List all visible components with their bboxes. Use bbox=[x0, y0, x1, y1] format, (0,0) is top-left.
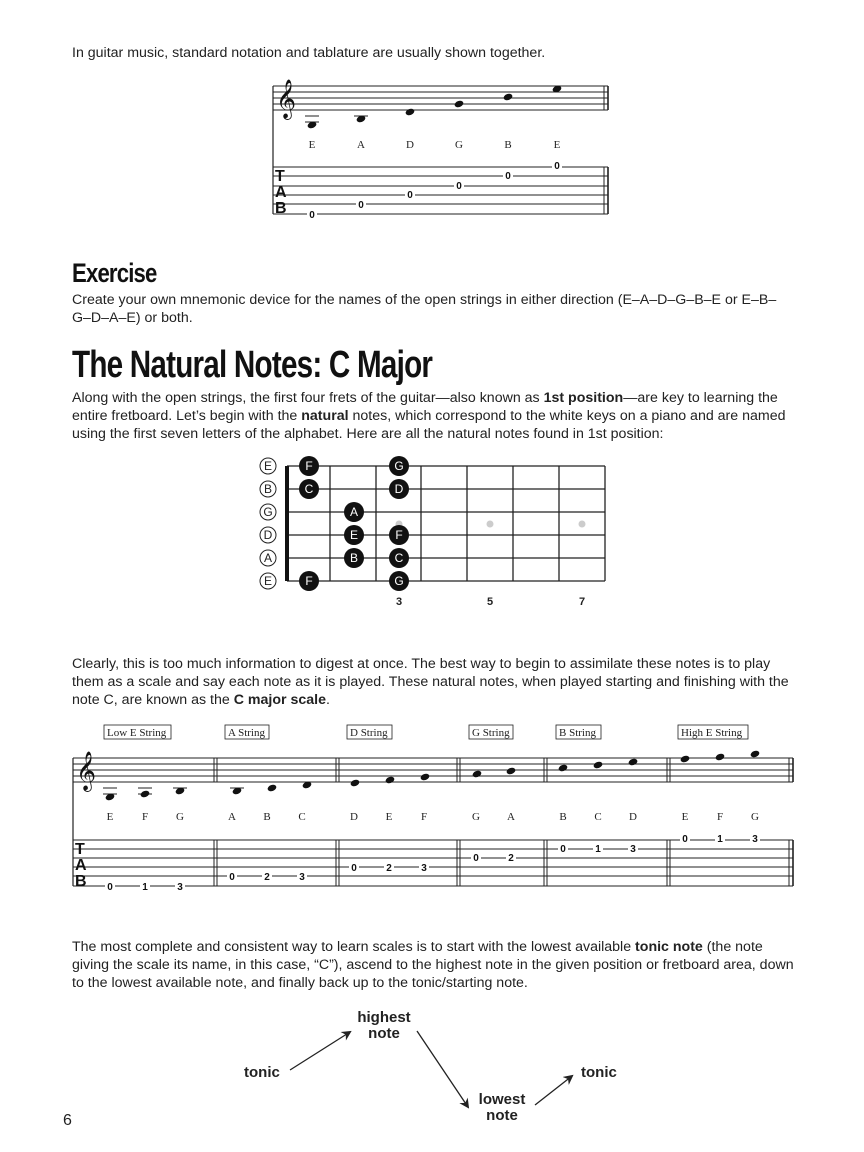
c-major-scale-figure bbox=[70, 722, 796, 892]
svg-text:A: A bbox=[349, 505, 359, 519]
svg-text:3: 3 bbox=[752, 834, 758, 845]
svg-text:F: F bbox=[305, 459, 313, 473]
svg-text:D: D bbox=[406, 139, 414, 151]
svg-text:E: E bbox=[106, 811, 114, 823]
svg-text:1: 1 bbox=[595, 844, 601, 855]
svg-text:highest: highest bbox=[357, 1009, 411, 1026]
svg-text:C: C bbox=[304, 482, 314, 496]
tonic-start-label: tonic bbox=[244, 1064, 280, 1081]
scale-contour-diagram bbox=[230, 1000, 650, 1130]
svg-text:G: G bbox=[394, 574, 404, 588]
svg-text:A: A bbox=[263, 551, 273, 565]
tonic-end-label: tonic bbox=[581, 1064, 617, 1081]
svg-text:B: B bbox=[504, 139, 512, 151]
svg-text:F: F bbox=[395, 528, 403, 542]
svg-text:0: 0 bbox=[407, 190, 413, 201]
svg-text:B String: B String bbox=[559, 727, 596, 739]
svg-text:B: B bbox=[263, 811, 271, 823]
svg-text:note: note bbox=[368, 1025, 400, 1042]
svg-text:D: D bbox=[350, 811, 358, 823]
svg-text:note: note bbox=[486, 1107, 518, 1124]
svg-text:C: C bbox=[298, 811, 306, 823]
nut bbox=[285, 466, 289, 581]
svg-text:3: 3 bbox=[630, 844, 636, 855]
svg-text:F: F bbox=[141, 811, 149, 823]
svg-text:B: B bbox=[75, 873, 87, 890]
svg-text:lowest: lowest bbox=[478, 1091, 526, 1108]
natural-notes-paragraph: Along with the open strings, the first four frets of the guitar—also known as 1st position—are key to learning the entire fretboard. Let’s begin with the natural notes, which correspond to the white keys on a piano and are named using the first seven letters of the alphabet. Here are all the natural notes found in 1st position: bbox=[72, 390, 786, 442]
svg-text:G: G bbox=[394, 459, 404, 473]
svg-text:0: 0 bbox=[505, 171, 511, 182]
svg-text:G: G bbox=[751, 811, 759, 823]
svg-text:F: F bbox=[305, 574, 313, 588]
svg-text:D: D bbox=[629, 811, 637, 823]
svg-text:5: 5 bbox=[486, 596, 494, 608]
scale-method-paragraph: The most complete and consistent way to learn scales is to start with the lowest available tonic note (the note giving the scale its name, in this case, “C”), ascend to the highest note in the given position or fretboard area, down to the lowest available note, and finally back up to the tonic/starting note. bbox=[72, 939, 794, 991]
svg-text:High E String: High E String bbox=[681, 727, 743, 739]
svg-text:A: A bbox=[357, 139, 365, 151]
arrow-down-icon bbox=[417, 1031, 468, 1107]
svg-text:E: E bbox=[308, 139, 316, 151]
svg-text:7: 7 bbox=[578, 596, 586, 608]
svg-text:0: 0 bbox=[560, 844, 566, 855]
svg-text:E: E bbox=[263, 574, 273, 588]
svg-text:A String: A String bbox=[228, 727, 265, 739]
svg-text:B: B bbox=[559, 811, 567, 823]
svg-text:D: D bbox=[263, 528, 273, 542]
svg-text:0: 0 bbox=[682, 834, 688, 845]
exercise-heading: Exercise bbox=[72, 258, 157, 288]
svg-text:G: G bbox=[263, 505, 273, 519]
svg-text:C: C bbox=[394, 551, 404, 565]
section-heading: The Natural Notes: C Major bbox=[72, 344, 433, 386]
svg-text:T: T bbox=[275, 168, 285, 185]
svg-text:2: 2 bbox=[386, 863, 392, 874]
svg-text:B: B bbox=[349, 551, 359, 565]
svg-text:A: A bbox=[275, 184, 287, 201]
svg-text:2: 2 bbox=[264, 872, 270, 883]
svg-text:G: G bbox=[176, 811, 184, 823]
svg-text:3: 3 bbox=[421, 863, 427, 874]
svg-text:0: 0 bbox=[456, 181, 462, 192]
svg-text:Low E String: Low E String bbox=[107, 727, 167, 739]
svg-text:F: F bbox=[716, 811, 724, 823]
svg-text:0: 0 bbox=[473, 853, 479, 864]
svg-text:E: E bbox=[681, 811, 689, 823]
svg-text:E: E bbox=[263, 459, 273, 473]
svg-text:0: 0 bbox=[358, 200, 364, 211]
svg-text:3: 3 bbox=[395, 596, 403, 608]
intro-paragraph: In guitar music, standard notation and tablature are usually shown together. bbox=[72, 45, 546, 61]
svg-text:C: C bbox=[594, 811, 602, 823]
svg-text:A: A bbox=[75, 857, 87, 874]
svg-text:E: E bbox=[349, 528, 359, 542]
svg-text:F: F bbox=[420, 811, 428, 823]
treble-clef-icon: 𝄞 bbox=[276, 79, 297, 119]
svg-text:D String: D String bbox=[350, 727, 388, 739]
svg-text:1: 1 bbox=[717, 834, 723, 845]
svg-text:D: D bbox=[394, 482, 404, 496]
fretboard-diagram bbox=[255, 455, 615, 615]
svg-text:T: T bbox=[75, 841, 85, 858]
svg-text:E: E bbox=[385, 811, 393, 823]
svg-text:0: 0 bbox=[554, 161, 560, 172]
arrow-up-icon bbox=[535, 1076, 572, 1105]
svg-text:G String: G String bbox=[472, 727, 510, 739]
arrow-up-icon bbox=[290, 1032, 350, 1070]
svg-text:0: 0 bbox=[107, 882, 113, 892]
svg-text:B: B bbox=[263, 482, 273, 496]
svg-text:0: 0 bbox=[351, 863, 357, 874]
svg-text:A: A bbox=[228, 811, 236, 823]
svg-text:G: G bbox=[455, 139, 463, 151]
svg-text:1: 1 bbox=[142, 882, 148, 892]
svg-text:2: 2 bbox=[508, 853, 514, 864]
page-number: 6 bbox=[63, 1112, 72, 1129]
svg-text:0: 0 bbox=[229, 872, 235, 883]
svg-text:3: 3 bbox=[299, 872, 305, 883]
exercise-paragraph: Create your own mnemonic device for the names of the open strings in either direction (E–A–D–G–B–E or E–B–G–D–A–E) or both. bbox=[72, 292, 777, 326]
svg-text:B: B bbox=[275, 200, 287, 217]
treble-clef-icon: 𝄞 bbox=[76, 751, 97, 791]
svg-text:G: G bbox=[472, 811, 480, 823]
open-strings-notation-figure bbox=[268, 74, 614, 220]
svg-text:E: E bbox=[553, 139, 561, 151]
svg-text:3: 3 bbox=[177, 882, 183, 892]
svg-text:0: 0 bbox=[309, 210, 315, 220]
svg-text:A: A bbox=[507, 811, 515, 823]
c-major-paragraph: Clearly, this is too much information to digest at once. The best way to begin to assimilate these notes is to play them as a scale and say each note as it is played. These natural notes, when played starting and finishing with the note C, are known as the C major scale. bbox=[72, 656, 789, 708]
